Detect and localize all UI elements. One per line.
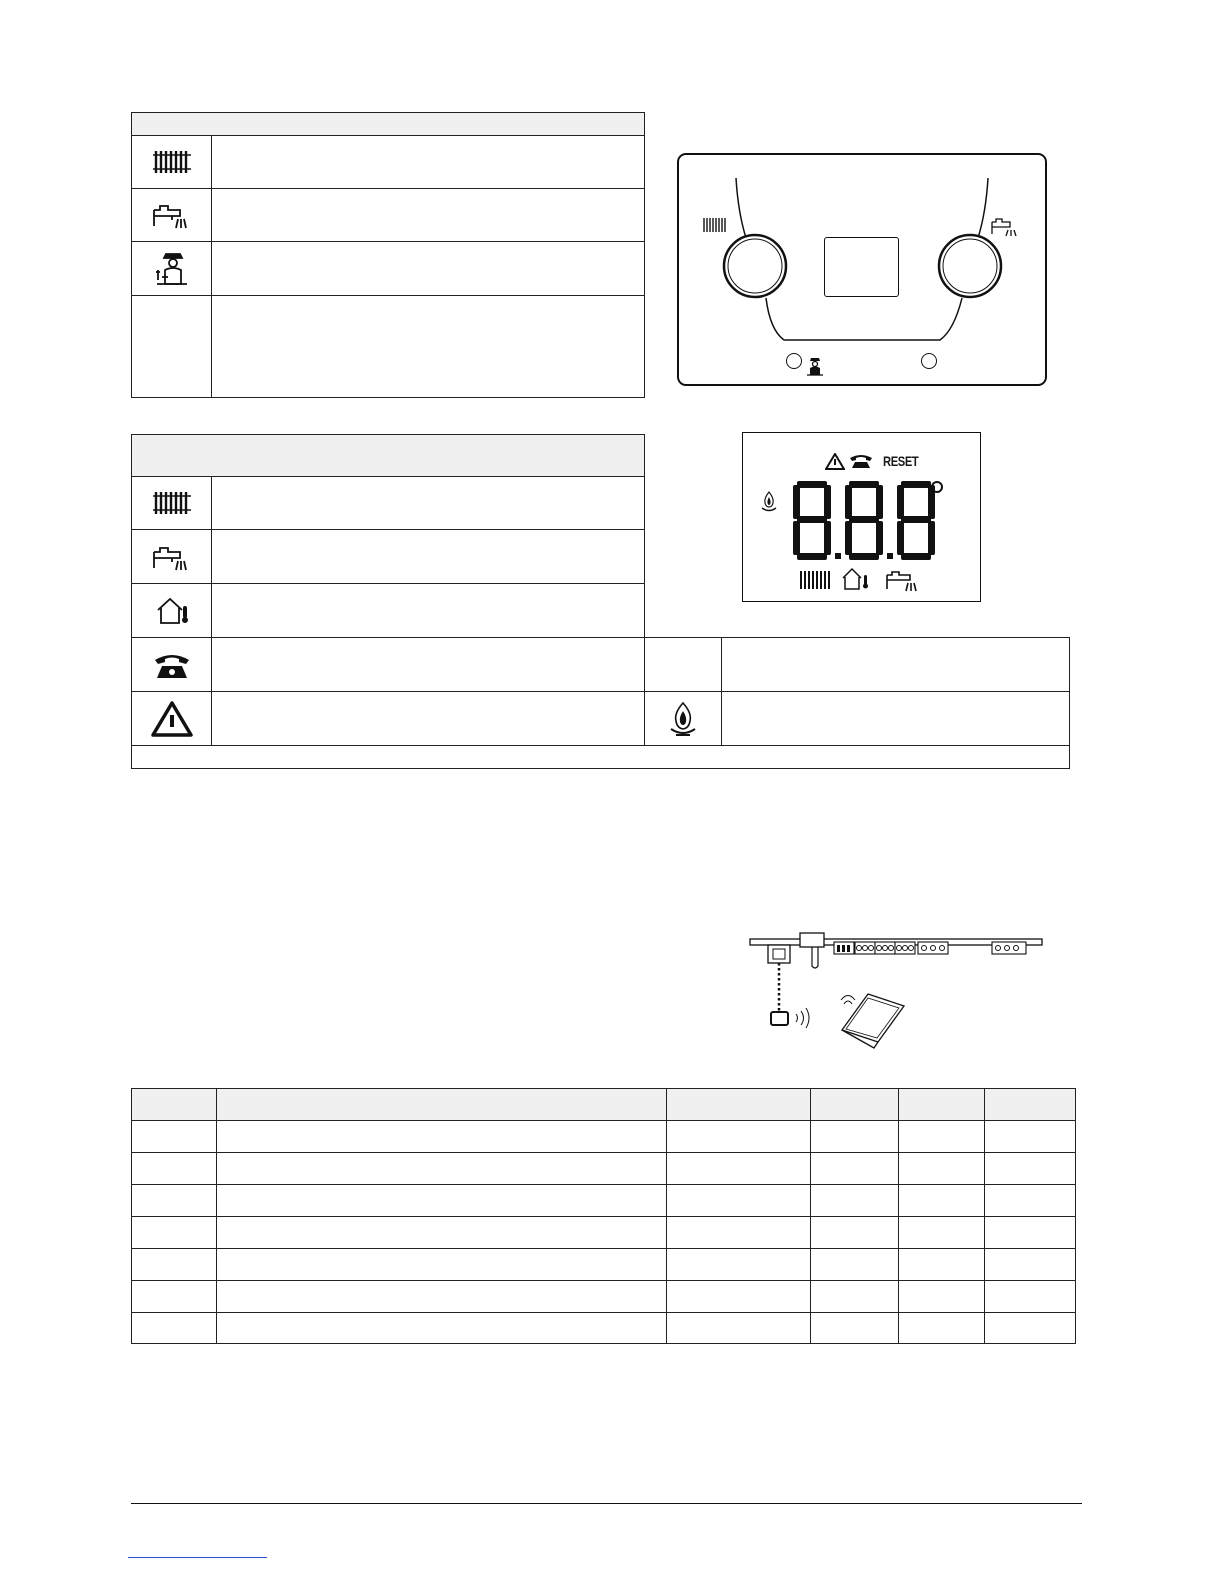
tap-icon xyxy=(152,542,192,572)
warning-icon xyxy=(150,700,194,738)
display-legend-header xyxy=(131,434,645,477)
display-legend-icon-cell xyxy=(131,691,212,746)
control-board-wifi-diagram xyxy=(748,928,1046,1054)
display-legend-text-cell xyxy=(211,583,645,638)
panel-legend-text-cell xyxy=(211,188,645,242)
panel-legend-text-cell xyxy=(211,241,645,296)
display-legend-right-text-cell xyxy=(721,637,1070,692)
lcd-reset-label: RESET xyxy=(883,453,919,469)
display-legend-text-cell xyxy=(211,529,645,584)
panel-legend-icon-cell xyxy=(131,241,212,296)
display-legend-icon-cell xyxy=(131,476,212,530)
panel-legend-icon-cell xyxy=(131,295,212,398)
tap-icon xyxy=(152,200,192,230)
footer-rule xyxy=(131,1503,1082,1504)
panel-display-window xyxy=(824,237,899,297)
display-legend-right-text-cell xyxy=(721,691,1070,746)
flame-icon xyxy=(668,701,698,737)
display-legend-footer xyxy=(131,745,1070,769)
telephone-icon xyxy=(152,650,192,680)
footer-link-underline[interactable] xyxy=(128,1557,267,1558)
panel-legend-text-cell xyxy=(211,295,645,398)
service-small-icon xyxy=(806,357,824,377)
display-legend-icon-cell xyxy=(131,637,212,692)
display-legend-right-icon-cell xyxy=(644,637,722,692)
display-legend-icon-cell xyxy=(131,583,212,638)
tap-icon xyxy=(885,567,921,593)
parameter-table xyxy=(131,1088,1076,1344)
display-legend-icon-cell xyxy=(131,529,212,584)
radiator-icon xyxy=(799,569,831,591)
panel-legend-header xyxy=(131,112,645,136)
radiator-icon xyxy=(153,489,191,517)
reset-button[interactable] xyxy=(921,353,937,369)
display-legend-text-cell xyxy=(211,476,645,530)
display-legend-text-cell xyxy=(211,691,645,746)
service-technician-icon xyxy=(154,250,190,288)
lcd-display-diagram xyxy=(742,432,981,602)
degree-symbol xyxy=(931,481,943,493)
heating-knob[interactable] xyxy=(722,233,788,299)
panel-legend-icon-cell xyxy=(131,188,212,242)
lcd-digits xyxy=(791,479,941,563)
hot-water-knob[interactable] xyxy=(937,233,1003,299)
house-thermometer-icon xyxy=(841,567,871,591)
warning-icon xyxy=(825,453,845,470)
radiator-icon xyxy=(153,148,191,176)
display-legend-right-icon-cell xyxy=(644,691,722,746)
panel-legend-text-cell xyxy=(211,135,645,189)
flame-icon xyxy=(761,491,777,513)
display-legend-text-cell xyxy=(211,637,645,692)
panel-legend-icon-cell xyxy=(131,135,212,189)
service-button[interactable] xyxy=(786,353,802,369)
house-thermometer-icon xyxy=(154,596,190,626)
telephone-icon xyxy=(849,453,873,469)
